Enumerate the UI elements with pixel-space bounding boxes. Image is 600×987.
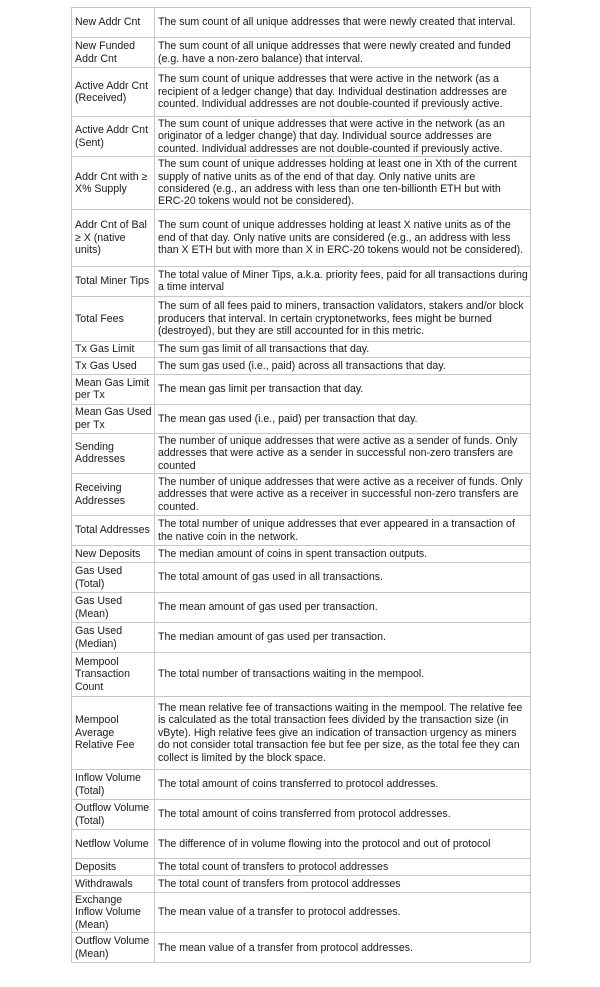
- glossary-row: [72, 933, 531, 963]
- glossary-body: [72, 8, 531, 963]
- metric-term: Active Addr Cnt (Received): [72, 68, 155, 117]
- metric-term: Mean Gas Used per Tx: [72, 404, 155, 433]
- metric-definition: The mean gas limit per transaction that day.: [155, 374, 531, 404]
- metric-term: New Deposits: [72, 546, 155, 563]
- glossary-row: [72, 516, 531, 546]
- metric-definition: The sum count of unique addresses holding at least X native units as of the end of that day. Only native units are considered (e.g., an address with less than X ETH but with more than X in ERC-20 tokens would not be considered).: [155, 209, 531, 266]
- glossary-row: [72, 697, 531, 770]
- metric-term: Active Addr Cnt (Sent): [72, 117, 155, 157]
- glossary-row: [72, 876, 531, 893]
- metric-definition: The mean gas used (i.e., paid) per transaction that day.: [155, 404, 531, 433]
- glossary-row: [72, 8, 531, 38]
- glossary-row: [72, 374, 531, 404]
- metric-term: Tx Gas Used: [72, 357, 155, 374]
- glossary-row: [72, 563, 531, 593]
- glossary-row: [72, 266, 531, 296]
- glossary-row: [72, 593, 531, 623]
- metric-definition: The difference of in volume flowing into the protocol and out of protocol: [155, 830, 531, 859]
- glossary-row: [72, 623, 531, 653]
- metric-term: Exchange Inflow Volume (Mean): [72, 893, 155, 933]
- metric-term: Gas Used (Median): [72, 623, 155, 653]
- metric-term: Gas Used (Mean): [72, 593, 155, 623]
- metric-definition: The mean relative fee of transactions waiting in the mempool. The relative fee is calculated as the total transaction fees divided by the transaction size (in vByte). High relative fees give an indication of transaction urgency as miners do not consider total transaction fee but fee per size, as the total fee they can collect is limited by the block space.: [155, 697, 531, 770]
- glossary-row: [72, 859, 531, 876]
- glossary-row: [72, 546, 531, 563]
- metric-term: Mempool Transaction Count: [72, 653, 155, 697]
- glossary-row: [72, 357, 531, 374]
- metric-definition: The sum count of all unique addresses that were newly created and funded (e.g. have a non-zero balance) that interval.: [155, 38, 531, 68]
- metrics-glossary-table: [71, 7, 531, 963]
- metric-definition: The sum of all fees paid to miners, transaction validators, stakers and/or block producers that interval. In certain cryptonetworks, fees might be burned (destroyed), but they are still accounted for in this metric.: [155, 296, 531, 341]
- glossary-row: [72, 404, 531, 433]
- metric-definition: The mean amount of gas used per transaction.: [155, 593, 531, 623]
- metric-definition: The median amount of gas used per transaction.: [155, 623, 531, 653]
- metric-definition: The number of unique addresses that were active as a receiver of funds. Only addresses that were active as a receiver in successful non-zero transfers are counted.: [155, 474, 531, 516]
- metric-definition: The total count of transfers from protocol addresses: [155, 876, 531, 893]
- metric-term: Total Miner Tips: [72, 266, 155, 296]
- glossary-row: [72, 117, 531, 157]
- metric-definition: The total amount of coins transferred from protocol addresses.: [155, 800, 531, 830]
- metric-term: Mean Gas Limit per Tx: [72, 374, 155, 404]
- glossary-row: [72, 830, 531, 859]
- metric-definition: The total number of unique addresses that ever appeared in a transaction of the native coin in the network.: [155, 516, 531, 546]
- metric-term: Outflow Volume (Mean): [72, 933, 155, 963]
- metric-term: Netflow Volume: [72, 830, 155, 859]
- glossary-row: [72, 157, 531, 210]
- glossary-row: [72, 296, 531, 341]
- glossary-row: [72, 38, 531, 68]
- metric-term: Total Addresses: [72, 516, 155, 546]
- glossary-row: [72, 209, 531, 266]
- metric-term: Addr Cnt with ≥ X% Supply: [72, 157, 155, 210]
- metric-term: Withdrawals: [72, 876, 155, 893]
- glossary-row: [72, 800, 531, 830]
- metric-definition: The sum gas limit of all transactions that day.: [155, 341, 531, 357]
- metric-term: Deposits: [72, 859, 155, 876]
- metric-term: Sending Addresses: [72, 433, 155, 473]
- metric-term: Mempool Average Relative Fee: [72, 697, 155, 770]
- metric-term: Total Fees: [72, 296, 155, 341]
- metric-definition: The median amount of coins in spent transaction outputs.: [155, 546, 531, 563]
- metric-term: New Addr Cnt: [72, 8, 155, 38]
- metric-definition: The sum count of all unique addresses that were newly created that interval.: [155, 8, 531, 38]
- metric-term: Tx Gas Limit: [72, 341, 155, 357]
- glossary-row: [72, 893, 531, 933]
- metric-definition: The number of unique addresses that were active as a sender of funds. Only addresses that were active as a sender in successful non-zero transfers are counted: [155, 433, 531, 473]
- glossary-row: [72, 770, 531, 800]
- metric-definition: The total amount of gas used in all transactions.: [155, 563, 531, 593]
- metric-term: Receiving Addresses: [72, 474, 155, 516]
- glossary-row: [72, 341, 531, 357]
- metric-term: Inflow Volume (Total): [72, 770, 155, 800]
- metric-definition: The total number of transactions waiting in the mempool.: [155, 653, 531, 697]
- metric-definition: The total count of transfers to protocol addresses: [155, 859, 531, 876]
- metric-term: Outflow Volume (Total): [72, 800, 155, 830]
- metric-definition: The sum count of unique addresses holding at least one in Xth of the current supply of native units as of the end of that day. Only native units are considered (e.g., an address with less than one ten-billionth ETH but with ERC-20 tokens would not be considered).: [155, 157, 531, 210]
- glossary-row: [72, 68, 531, 117]
- metric-definition: The mean value of a transfer to protocol addresses.: [155, 893, 531, 933]
- metric-term: Addr Cnt of Bal ≥ X (native units): [72, 209, 155, 266]
- metric-definition: The sum count of unique addresses that were active in the network (as an originator of a ledger change) that day. Individual source addresses are counted. Individual addresses are not double-counted if previously active.: [155, 117, 531, 157]
- glossary-row: [72, 653, 531, 697]
- glossary-row: [72, 433, 531, 473]
- glossary-row: [72, 474, 531, 516]
- metric-definition: The mean value of a transfer from protocol addresses.: [155, 933, 531, 963]
- metric-term: New Funded Addr Cnt: [72, 38, 155, 68]
- metric-definition: The sum count of unique addresses that were active in the network (as a recipient of a ledger change) that day. Individual destination addresses are counted. Individual addresses are not double-counted if previously active.: [155, 68, 531, 117]
- metric-definition: The sum gas used (i.e., paid) across all transactions that day.: [155, 357, 531, 374]
- metric-definition: The total value of Miner Tips, a.k.a. priority fees, paid for all transactions during a time interval: [155, 266, 531, 296]
- metric-definition: The total amount of coins transferred to protocol addresses.: [155, 770, 531, 800]
- metric-term: Gas Used (Total): [72, 563, 155, 593]
